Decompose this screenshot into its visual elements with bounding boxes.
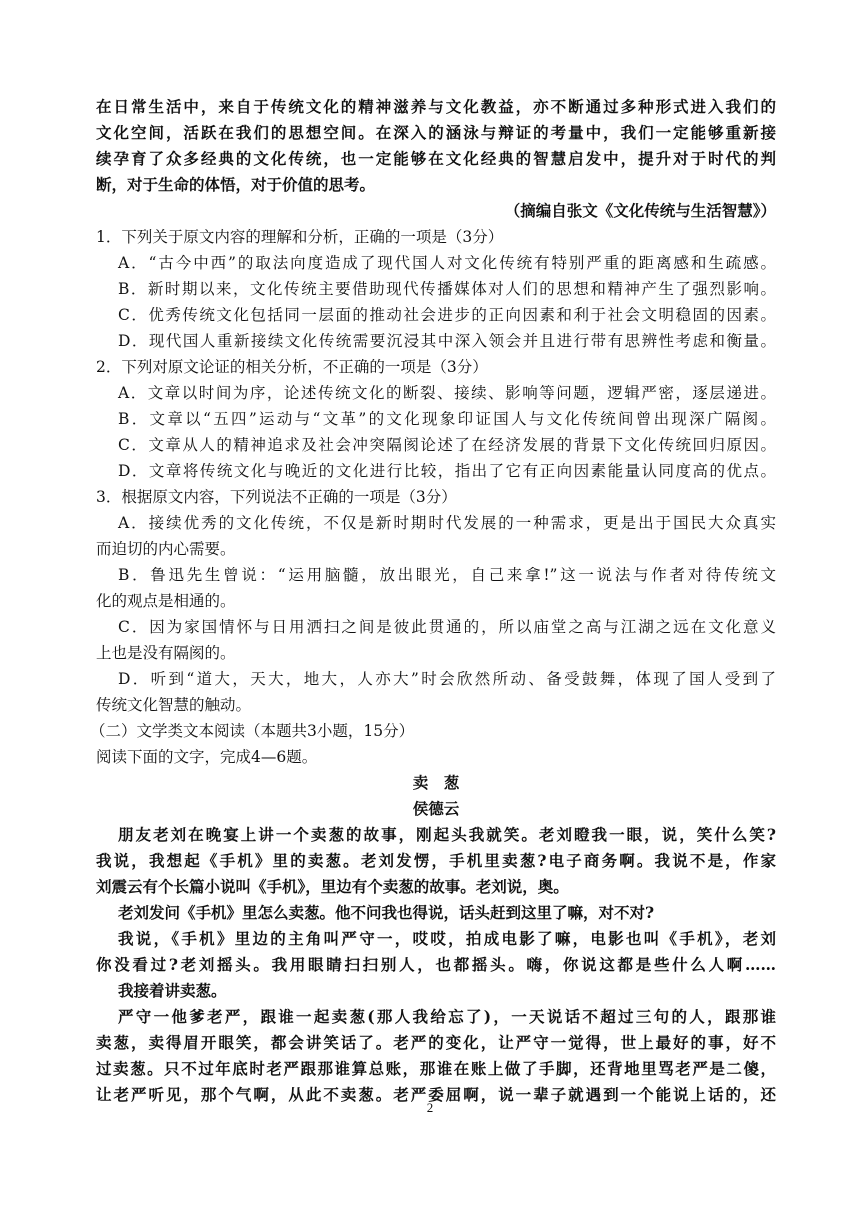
question-stem: 1．下列关于原文内容的理解和分析，正确的一项是（3分）: [96, 228, 504, 246]
option-b: B．鲁迅先生曾说：“运用脑髓，放出眼光，自己来拿!”这一说法与作者对待传统文: [118, 566, 776, 584]
story-line: 朋友老刘在晚宴上讲一个卖葱的故事，刚起头我就笑。老刘瞪我一眼，说，笑什么笑?: [118, 825, 776, 844]
option-b-cont: 化的观点是相通的。: [96, 592, 236, 610]
option-b: B．文章以“五四”运动与“文革”的文化现象印证国人与文化传统间曾出现深广隔阂。: [118, 410, 776, 428]
option-b: B．新时期以来，文化传统主要借助现代传播媒体对人们的思想和精神产生了强烈影响。: [118, 280, 776, 298]
option-d-cont: 传统文化智慧的触动。: [96, 696, 252, 714]
story-line: 过卖葱。只不过年底时老严跟那谁算总账，那谁在账上做了手脚，还背地里骂老严是二傻，: [96, 1059, 776, 1078]
section-instruction: 阅读下面的文字，完成4—6题。: [96, 748, 318, 766]
passage-source: （摘编自张文《文化传统与生活智慧》）: [504, 201, 776, 220]
story-line: 严守一他爹老严，跟谁一起卖葱(那人我给忘了)，一天说话不超过三句的人，跟那谁: [118, 1007, 776, 1026]
page-number: 2: [426, 1100, 434, 1115]
passage-line: 续孕育了众多经典的文化传统，也一定能够在文化经典的智慧启发中，提升对于时代的判: [96, 149, 776, 168]
story-line: 卖葱，卖得眉开眼笑，都会讲笑话了。老严的变化，让严守一觉得，世上最好的事，好不: [96, 1033, 776, 1052]
story-title: 卖 葱: [412, 773, 460, 792]
option-a-cont: 而迫切的内心需要。: [96, 540, 236, 558]
passage-line: 在日常生活中，来自于传统文化的精神滋养与文化教益，亦不断通过多种形式进入我们的: [96, 97, 776, 116]
section-heading: （二）文学类文本阅读（本题共3小题，15分）: [90, 722, 415, 740]
option-d: D．听到“道大，天大，地大，人亦大”时会欣然所动、备受鼓舞，体现了国人受到了: [118, 670, 776, 688]
option-c: C．文章从人的精神追求及社会冲突隔阂论述了在经济发展的背景下文化传统回归原因。: [118, 436, 776, 454]
story-line: 我说，《手机》里边的主角叫严守一，哎哎，拍成电影了嘛，电影也叫《手机》，老刘: [118, 929, 776, 948]
option-a: A．文章以时间为序，论述传统文化的断裂、接续、影响等问题，逻辑严密，逐层递进。: [118, 384, 776, 402]
story-line: 刘震云有个长篇小说叫《手机》，里边有个卖葱的故事。老刘说，奥。: [96, 877, 569, 896]
option-c-cont: 上也是没有隔阂的。: [96, 644, 236, 662]
option-c: C．因为家国情怀与日用洒扫之间是彼此贯通的，所以庙堂之高与江湖之远在文化意义: [118, 618, 776, 636]
question-stem: 3．根据原文内容，下列说法不正确的一项是（3分）: [96, 488, 457, 506]
passage-line: 断，对于生命的体悟，对于价值的思考。: [96, 175, 376, 194]
story-line: 我接着讲卖葱。: [118, 981, 227, 1000]
story-author: 侯德云: [412, 799, 460, 818]
option-d: D．现代国人重新接续文化传统需要沉浸其中深入领会并且进行带有思辨性考虑和衡量。: [118, 332, 776, 350]
story-line: 我说，我想起《手机》里的卖葱。老刘发愣，手机里卖葱?电子商务啊。我说不是，作家: [96, 851, 776, 870]
story-line: 让老严听见，那个气啊，从此不卖葱。老严委屈啊，说一辈子就遇到一个能说上话的，还: [96, 1085, 776, 1104]
option-a: A．接续优秀的文化传统，不仅是新时期时代发展的一种需求，更是出于国民大众真实: [118, 514, 776, 532]
story-line: 你没看过?老刘摇头。我用眼睛扫扫别人，也都摇头。嗨，你说这都是些什么人啊……: [96, 955, 776, 974]
option-c: C．优秀传统文化包括同一层面的推动社会进步的正向因素和利于社会文明稳固的因素。: [118, 306, 776, 324]
option-d: D．文章将传统文化与晚近的文化进行比较，指出了它有正向因素能量认同度高的优点。: [118, 462, 776, 480]
passage-line: 文化空间，活跃在我们的思想空间。在深入的涵泳与辩证的考量中，我们一定能够重新接: [96, 123, 776, 142]
story-line: 老刘发问《手机》里怎么卖葱。他不问我也得说，话头赶到这里了嘛，对不对?: [118, 903, 655, 922]
question-stem: 2．下列对原文论证的相关分析，不正确的一项是（3分）: [96, 358, 488, 376]
option-a: A．“古今中西”的取法向度造成了现代国人对文化传统有特别严重的距离感和生疏感。: [118, 254, 776, 272]
